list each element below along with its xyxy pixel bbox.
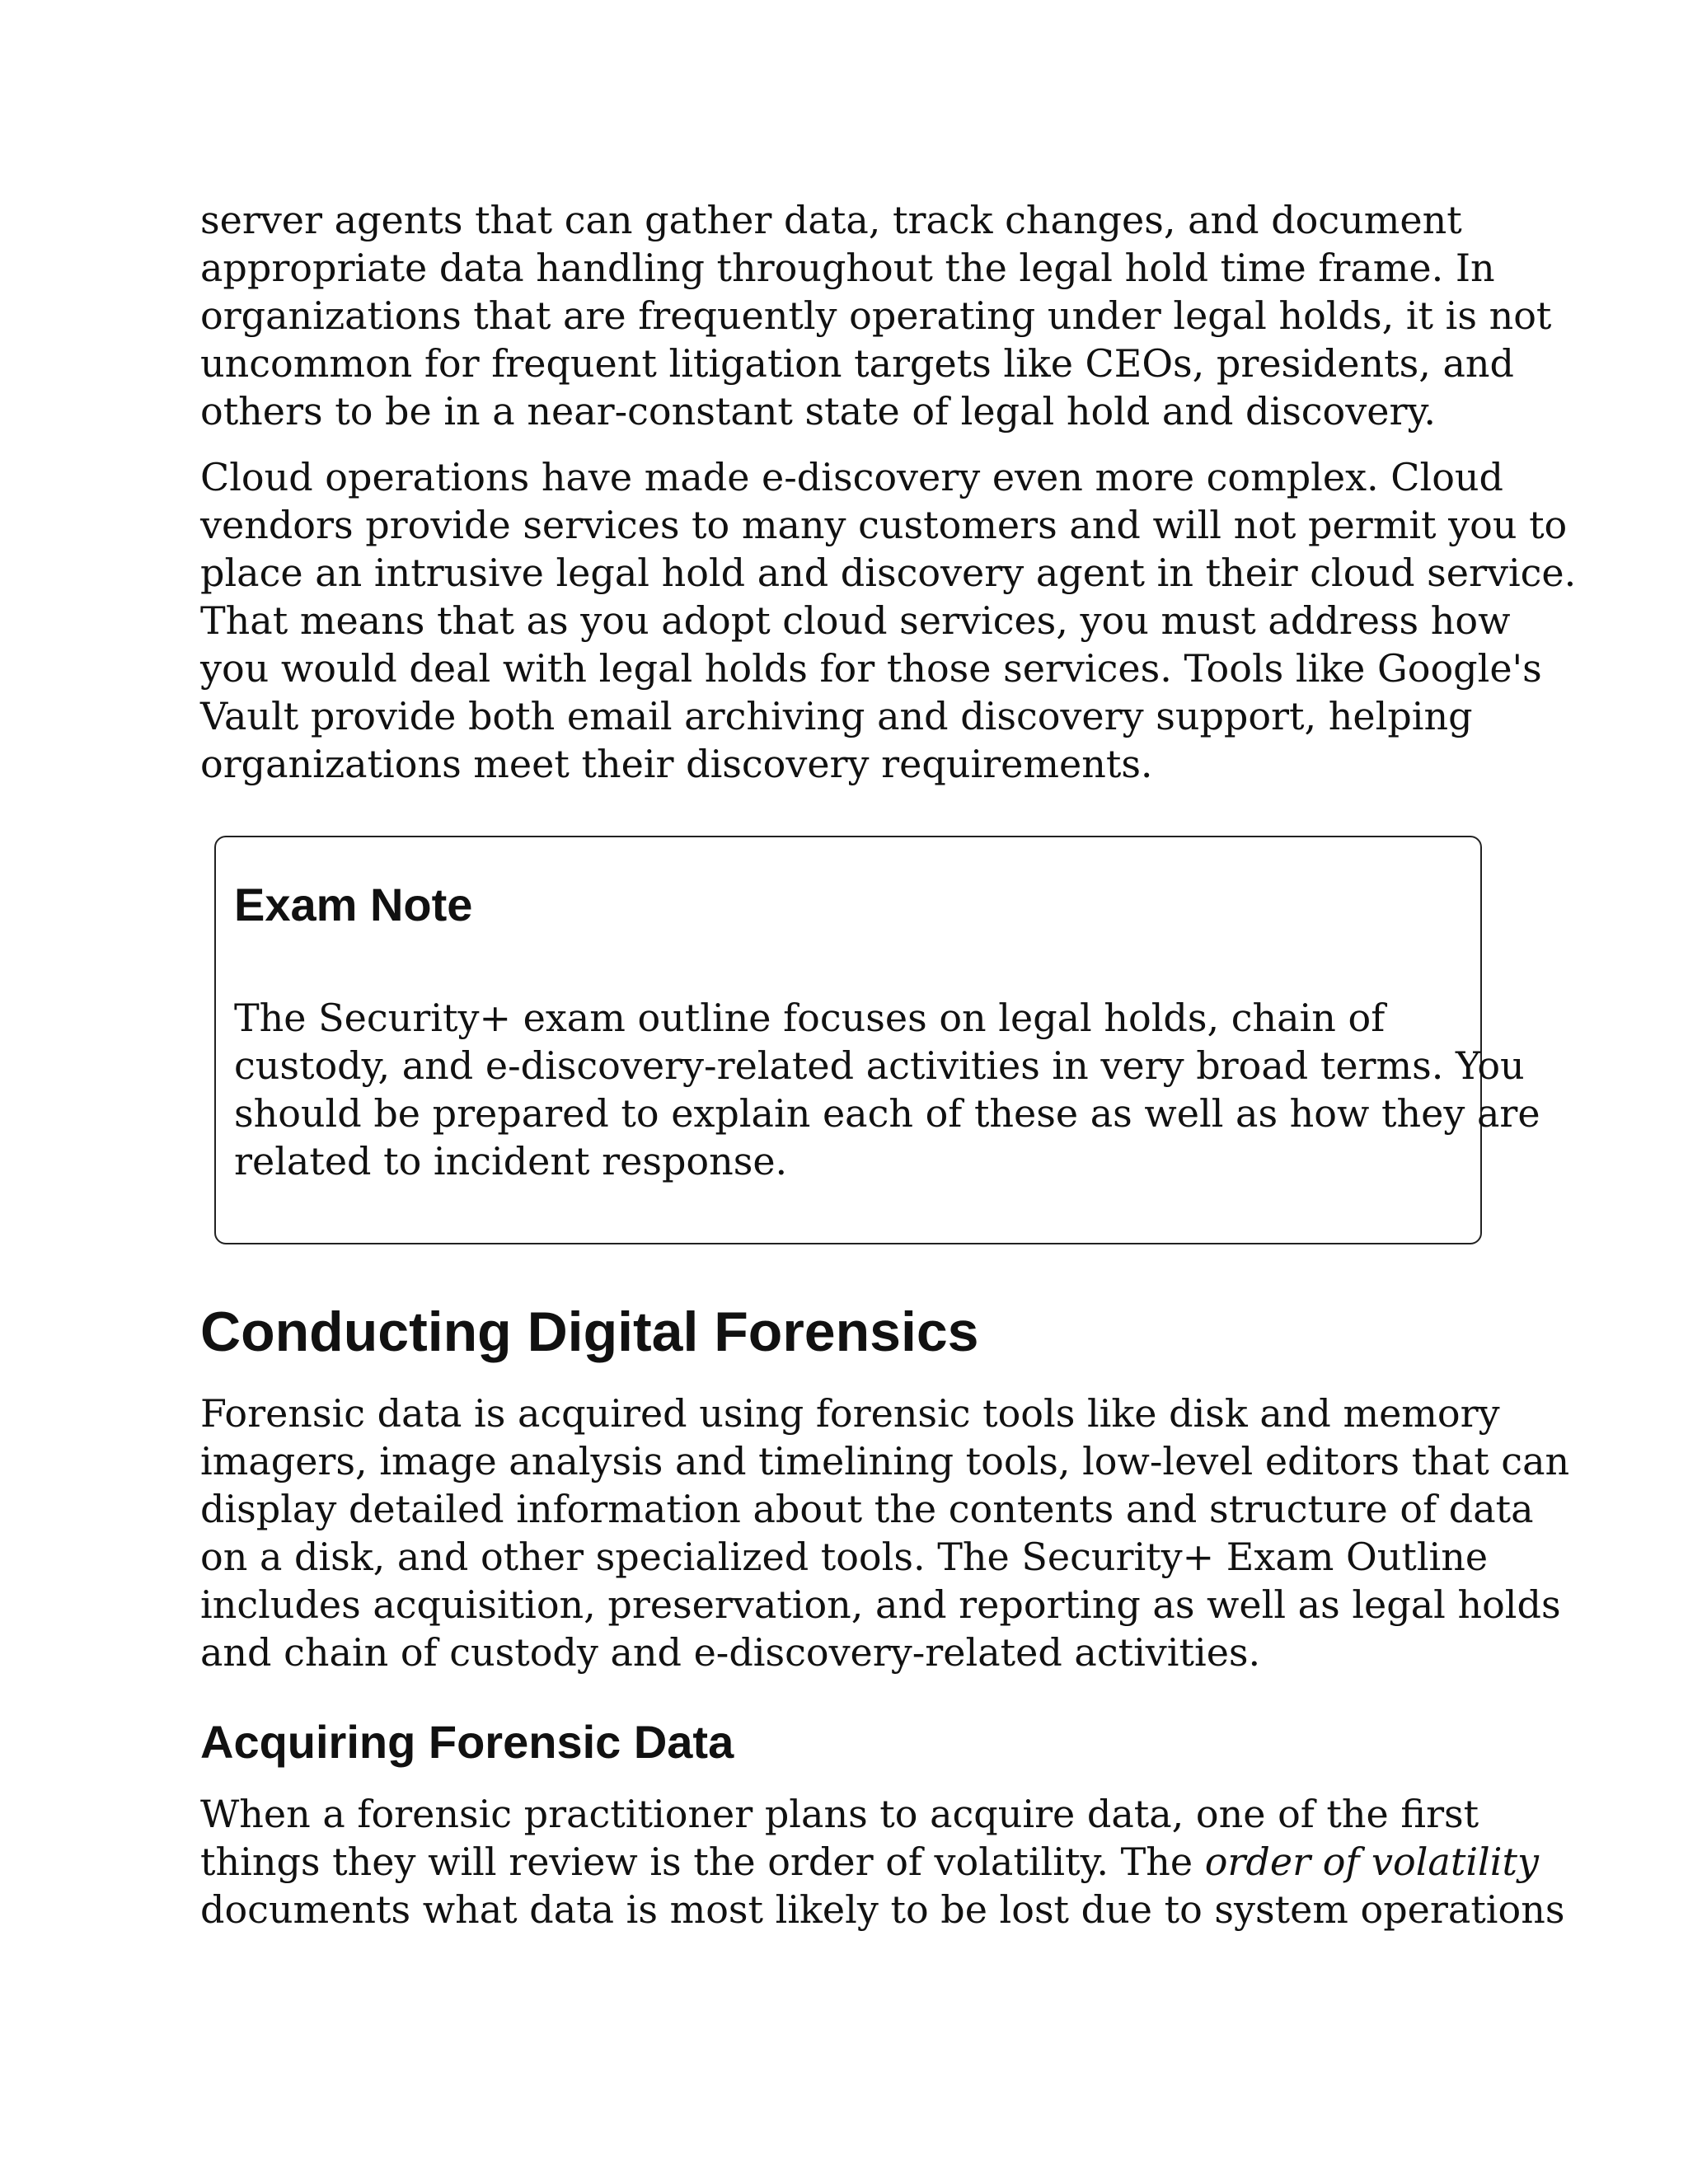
text-line: appropriate data handling throughout the legal hold time frame. In: [200, 246, 1495, 290]
text-line: When a forensic practitioner plans to acquire data, one of the first: [200, 1792, 1479, 1836]
text-line: [200, 1838, 1539, 1886]
document-page: [200, 196, 1577, 1933]
text-line: and chain of custody and e-discovery-related activities.: [200, 1630, 1261, 1675]
paragraph-legal-hold-agents: [200, 196, 1552, 435]
text-line: related to incident response.: [234, 1139, 788, 1183]
text-line: server agents that can gather data, track changes, and document: [200, 198, 1462, 242]
paragraph-cloud-ediscovery: [200, 453, 1577, 788]
text-line: vendors provide services to many customers and will not permit you to: [200, 503, 1568, 547]
text-line: on a disk, and other specialized tools. The Security+ Exam Outline: [200, 1535, 1489, 1579]
text-line: Vault provide both email archiving and discovery support, helping: [200, 694, 1473, 738]
text-line: includes acquisition, preservation, and reporting as well as legal holds: [200, 1582, 1561, 1627]
text-line: others to be in a near-constant state of legal hold and discovery.: [200, 389, 1436, 434]
exam-note-title: Exam Note: [234, 879, 473, 930]
paragraph-forensic-tools: [200, 1390, 1570, 1676]
text-line: The Security+ exam outline focuses on legal holds, chain of: [234, 996, 1386, 1040]
text-line: you would deal with legal holds for those services. Tools like Google's: [200, 646, 1542, 691]
text-line: imagers, image analysis and timelining tools, low-level editors that can: [200, 1439, 1570, 1483]
text-run: things they will review is the order of volatility. The: [200, 1840, 1205, 1884]
text-line: place an intrusive legal hold and discovery agent in their cloud service.: [200, 551, 1577, 595]
text-line: Cloud operations have made e-discovery even more complex. Cloud: [200, 455, 1503, 499]
text-line: display detailed information about the contents and structure of data: [200, 1487, 1534, 1531]
section-heading: Conducting Digital Forensics: [200, 1301, 979, 1363]
exam-note-body: [234, 994, 1540, 1185]
text-line: uncommon for frequent litigation targets like CEOs, presidents, and: [200, 341, 1514, 386]
text-line: custody, and e-discovery-related activities in very broad terms. You: [234, 1043, 1525, 1088]
text-line: That means that as you adopt cloud services, you must address how: [200, 598, 1511, 643]
text-line: Forensic data is acquired using forensic tools like disk and memory: [200, 1391, 1500, 1436]
exam-note-box: [214, 836, 1540, 1244]
italic-term: order of volatility: [1204, 1840, 1539, 1884]
paragraph-order-of-volatility: [200, 1790, 1565, 1933]
subsection-heading: Acquiring Forensic Data: [200, 1716, 734, 1768]
text-line: documents what data is most likely to be lost due to system operations: [200, 1887, 1565, 1932]
text-line: should be prepared to explain each of these as well as how they are: [234, 1091, 1540, 1136]
text-line: organizations that are frequently operating under legal holds, it is not: [200, 293, 1552, 338]
text-line: organizations meet their discovery requirements.: [200, 742, 1153, 786]
